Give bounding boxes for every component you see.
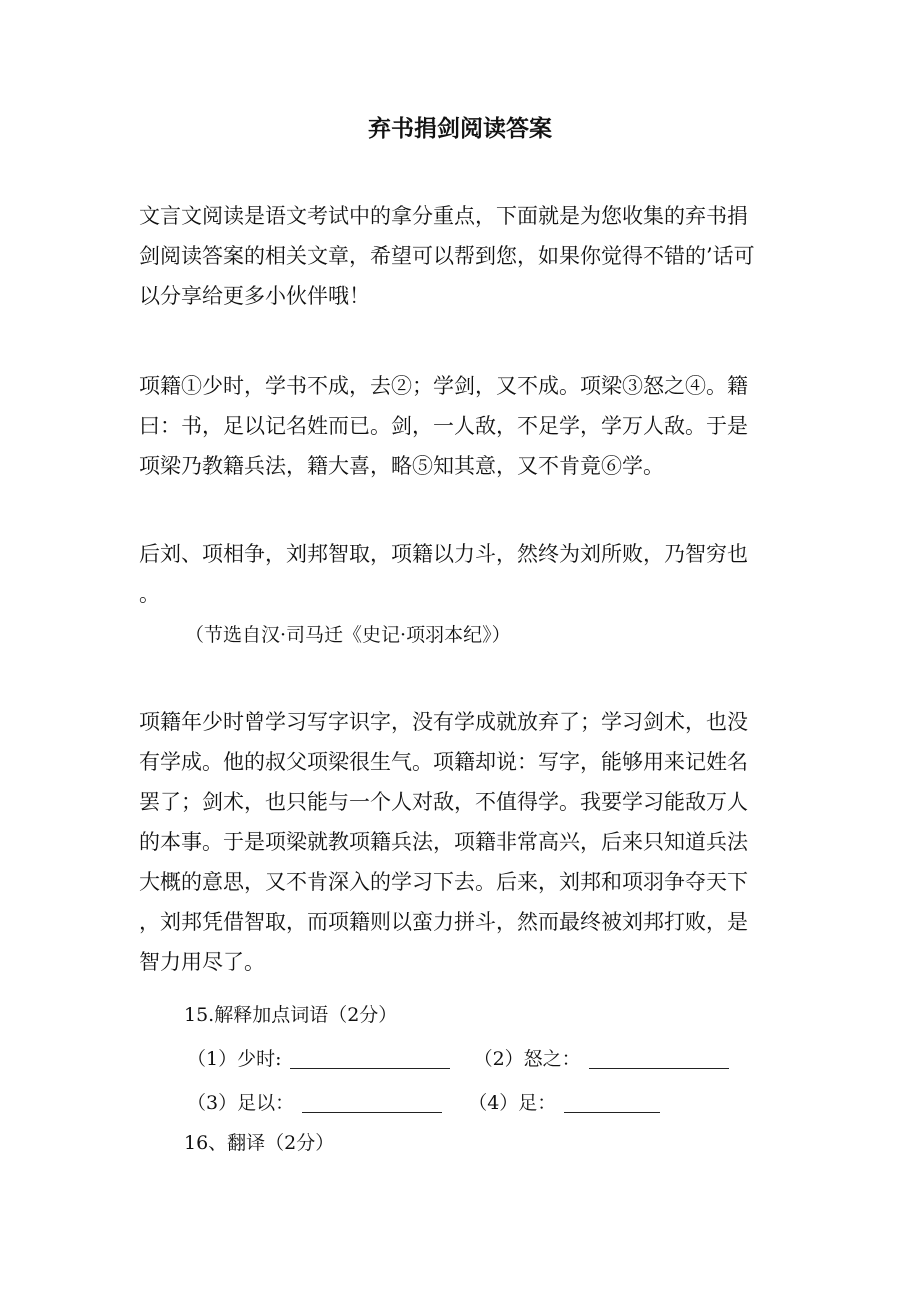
- answer-blank-1[interactable]: [290, 1046, 450, 1069]
- classical-passage-paragraph-1: 项籍①少时，学书不成，去②；学剑，又不成。项梁③怒之④。籍 曰：书，足以记名姓而已。剑，一人敌，不足学，学万人敌。于是 项梁乃教籍兵法，籍大喜，略⑤知其意，又不肯竟⑥学。: [139, 374, 748, 478]
- answer-blank-4[interactable]: [564, 1090, 660, 1113]
- answer-blank-2[interactable]: [589, 1046, 729, 1069]
- question-15-row-2: [187, 1088, 660, 1118]
- page-title: 弃书捐剑阅读答案: [368, 115, 552, 142]
- intro-paragraph: 文言文阅读是语文考试中的拿分重点，下面就是为您收集的弃书捐 剑阅读答案的相关文章，希望可以帮到您，如果你觉得不错的’话可 以分享给更多小伙伴哦！: [139, 204, 755, 308]
- question-15-item-3-label: （3）足以：: [187, 1092, 295, 1114]
- classical-passage-paragraph-2: 后刘、项相争，刘邦智取，项籍以力斗，然终为刘所败，乃智穷也 。: [139, 542, 748, 606]
- question-15-row-1: [187, 1044, 729, 1074]
- source-citation: （节选自汉·司马迁《史记·项羽本纪》）: [185, 624, 511, 646]
- question-15-item-1-label: （1）少时:: [187, 1048, 282, 1070]
- question-16-heading: 16、翻译（2分）: [184, 1132, 335, 1154]
- question-15-item-2-label: （2）怒之：: [473, 1048, 581, 1070]
- question-15-heading: 15.解释加点词语（2分）: [184, 1004, 398, 1026]
- translation-paragraph: 项籍年少时曾学习写字识字，没有学成就放弃了；学习剑术，也没 有学成。他的叔父项梁很生气。项籍却说：写字，能够用来记姓名 罢了；剑术，也只能与一个人对敌，不值得学。我要学习能敌万人 的本事。于是项梁就教项籍兵法，项籍非常高兴，后来只知道兵法 大概的意思，又不肯深入的学习下去。后来，刘邦和项羽争夺天下 ，刘邦凭借智取，而项籍则以蛮力拼斗，然而最终被刘邦打败，是 智力用尽了。: [139, 710, 748, 974]
- question-15-item-4-label: （4）足：: [468, 1092, 557, 1114]
- answer-blank-3[interactable]: [302, 1090, 442, 1113]
